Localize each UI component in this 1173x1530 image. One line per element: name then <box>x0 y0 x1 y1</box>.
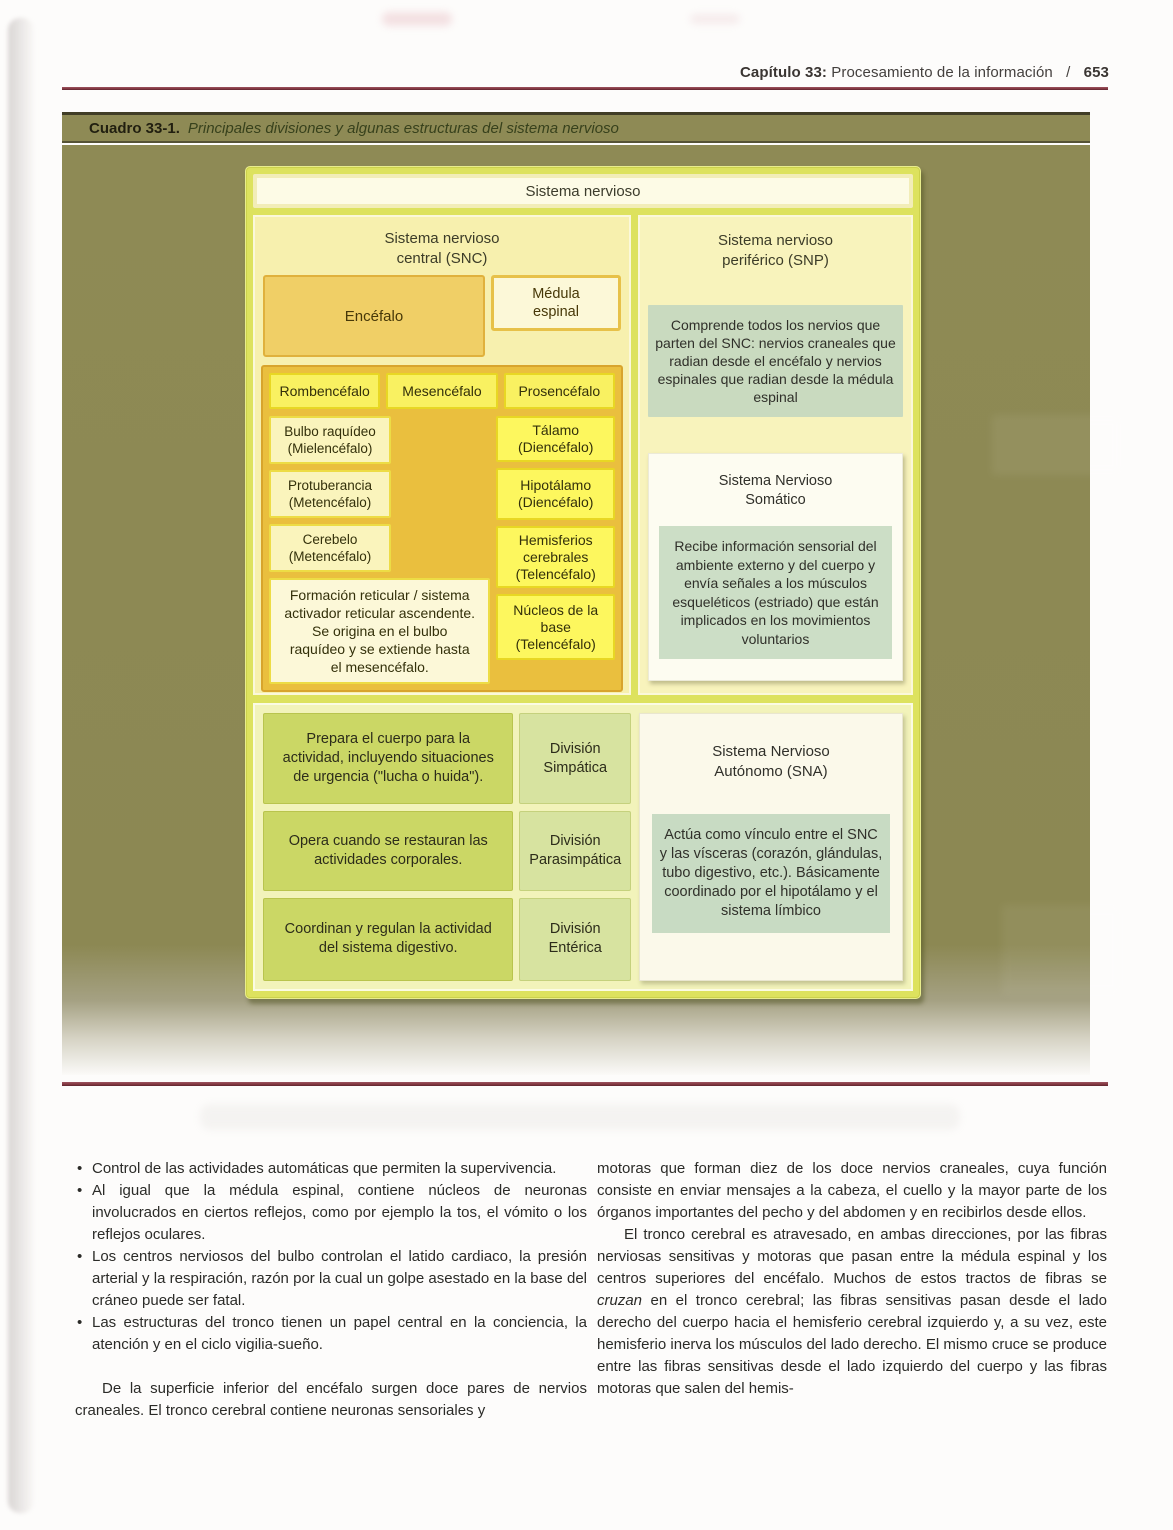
sna-title: Sistema Nervioso Autónomo (SNA) <box>712 743 830 780</box>
paragraph: motoras que forman diez de los doce nervios craneales, cuya función consiste en enviar mensajes a la cabeza, el cuello y la mayor parte de los órganos importantes del pecho y del abdomen y en recibirlos desde ellos. <box>597 1160 1107 1221</box>
hindbrain-stack <box>269 416 391 572</box>
header-rule <box>62 87 1108 90</box>
bullet-list <box>75 1158 587 1356</box>
bullet-item: • Control de las actividades automáticas que permiten la supervivencia. <box>75 1158 587 1180</box>
box-sistema-nervioso-autonomo <box>639 713 903 981</box>
sna-description: Actúa como vínculo entre el SNC y las vísceras (corazón, glándulas, tubo digestivo, etc.). Básicamente coordinado por el hipotálamo y el sistema límbico <box>652 814 890 933</box>
scan-artifact <box>200 1104 960 1130</box>
table-number-label: Cuadro 33-1. <box>89 119 180 137</box>
box-snc <box>253 215 631 695</box>
encefalo-structures-grid <box>269 416 615 684</box>
encefalo-medula-row <box>261 275 623 357</box>
running-header <box>740 64 1109 81</box>
box-cerebelo: Cerebelo (Metencéfalo) <box>269 524 391 572</box>
body-text-left-column <box>75 1158 587 1422</box>
table-title-bar <box>62 112 1090 143</box>
box-talamo: Tálamo (Diencéfalo) <box>496 416 615 462</box>
scan-artifact <box>1002 905 1122 995</box>
box-sna-section <box>253 703 913 991</box>
scan-artifact <box>382 12 452 26</box>
table-title: Principales divisiones y algunas estructuras del sistema nervioso <box>187 119 619 137</box>
paragraph: El tronco cerebral es atravesado, en ambas direcciones, por las fibras nerviosas sensitivas y motoras que pasan entre la médula espinal y los centros superiores del encéfalo. Muchos de estos tractos de fibras se cruzan en el tronco cerebral; las fibras sensitivas pasan desde el lado derecho del cuerpo hacia el hemisferio cerebral izquierdo y, a su vez, este hemisferio inerva los músculos del lado derecho. El mismo cruce se produce entre las fibras sensitivas desde el lado izquierdo del cuerpo y las fibras motoras que salen del hemis- <box>597 1226 1107 1397</box>
snp-description: Comprende todos los nervios que parten del SNC: nervios craneales que radian desde el encéfalo y nervios espinales que radian desde la médula espinal <box>648 305 903 417</box>
box-rombencefalo: Rombencéfalo <box>269 373 380 409</box>
page-edge-shadow <box>8 18 34 1513</box>
chapter-label: Capítulo 33: <box>739 64 827 81</box>
box-division-simpatica: División Simpática <box>519 713 631 804</box>
box-protuberancia: Protuberancia (Metencéfalo) <box>269 470 391 518</box>
page-number: 653 <box>1083 64 1109 81</box>
scan-artifact <box>992 415 1122 475</box>
box-nucleos-de-la-base: Núcleos de la base (Telencéfalo) <box>496 594 615 660</box>
diagram-columns <box>253 215 913 695</box>
box-hemisferios-cerebrales: Hemisferios cerebrales (Telencéfalo) <box>496 526 615 588</box>
sna-row-parasimpatica <box>263 811 631 890</box>
body-text-right-column <box>597 1158 1107 1400</box>
italic-term: cruzan <box>597 1292 643 1309</box>
box-sistema-nervioso-label: Sistema nervioso <box>525 182 641 200</box>
sna-row-simpatica <box>263 713 631 804</box>
somatico-title: Sistema Nervioso Somático <box>718 473 833 508</box>
paragraph: De la superficie inferior del encéfalo surgen doce pares de nervios craneales. El tronco cerebral contiene neuronas sensoriales y <box>75 1380 587 1419</box>
somatico-description: Recibe información sensorial del ambiente externo y del cuerpo y envía señales a los músculos esqueléticos (estriado) que están implicados en los movimientos voluntarios <box>659 526 892 659</box>
sna-divisions <box>263 713 631 981</box>
enterica-description: Coordinan y regulan la actividad del sistema digestivo. <box>263 898 513 981</box>
box-medula-espinal: Médula espinal <box>491 275 621 331</box>
box-hipotalamo: Hipotálamo (Diencéfalo) <box>496 468 615 520</box>
snc-label: Sistema nervioso central (SNC) <box>384 230 500 267</box>
encefalo-main-divisions-row <box>269 373 615 409</box>
bullet-item: • Los centros nerviosos del bulbo controlan el latido cardiaco, la presión arterial y la respiración, razón por la cual un golpe asestado en la base del cráneo puede ser fatal. <box>75 1246 587 1312</box>
box-division-parasimpatica: División Parasimpática <box>519 811 631 890</box>
box-snp <box>638 215 913 695</box>
encefalo-subdivisions <box>261 365 623 692</box>
box-division-enterica: División Entérica <box>519 898 631 981</box>
table-body-background <box>62 145 1090 1075</box>
box-prosencefalo: Prosencéfalo <box>504 373 615 409</box>
chapter-title: Procesamiento de la información <box>831 64 1053 81</box>
bullet-item: • Las estructuras del tronco tienen un papel central en la conciencia, la atención y en el ciclo vigilia-sueño. <box>75 1312 587 1356</box>
bullet-item: • Al igual que la médula espinal, contiene núcleos de neuronas involucrados en ciertos reflejos, como por ejemplo la tos, el vómito o los reflejos oculares. <box>75 1180 587 1246</box>
box-bulbo-raquideo: Bulbo raquídeo (Mielencéfalo) <box>269 416 391 464</box>
box-formacion-reticular: Formación reticular / sistema activador reticular ascendente. Se origina en el bulbo raquídeo y se extiende hasta el mesencéfalo. <box>269 578 490 684</box>
forebrain-stack <box>496 416 615 684</box>
sna-row-enterica <box>263 898 631 981</box>
header-separator: / <box>1066 64 1071 81</box>
box-sistema-nervioso <box>253 174 913 208</box>
box-mesencefalo: Mesencéfalo <box>386 373 497 409</box>
scan-artifact <box>690 14 740 24</box>
parasimpatica-description: Opera cuando se restauran las actividades corporales. <box>263 811 513 890</box>
simpatica-description: Prepara el cuerpo para la actividad, incluyendo situaciones de urgencia ("lucha o huida"). <box>263 713 513 804</box>
snp-label: Sistema nervioso periférico (SNP) <box>717 232 834 269</box>
nervous-system-diagram <box>245 166 921 999</box>
hindbrain-area <box>269 416 490 684</box>
section-divider-rule <box>62 1082 1108 1086</box>
box-encefalo: Encéfalo <box>263 275 485 357</box>
box-sistema-nervioso-somatico <box>648 453 903 681</box>
